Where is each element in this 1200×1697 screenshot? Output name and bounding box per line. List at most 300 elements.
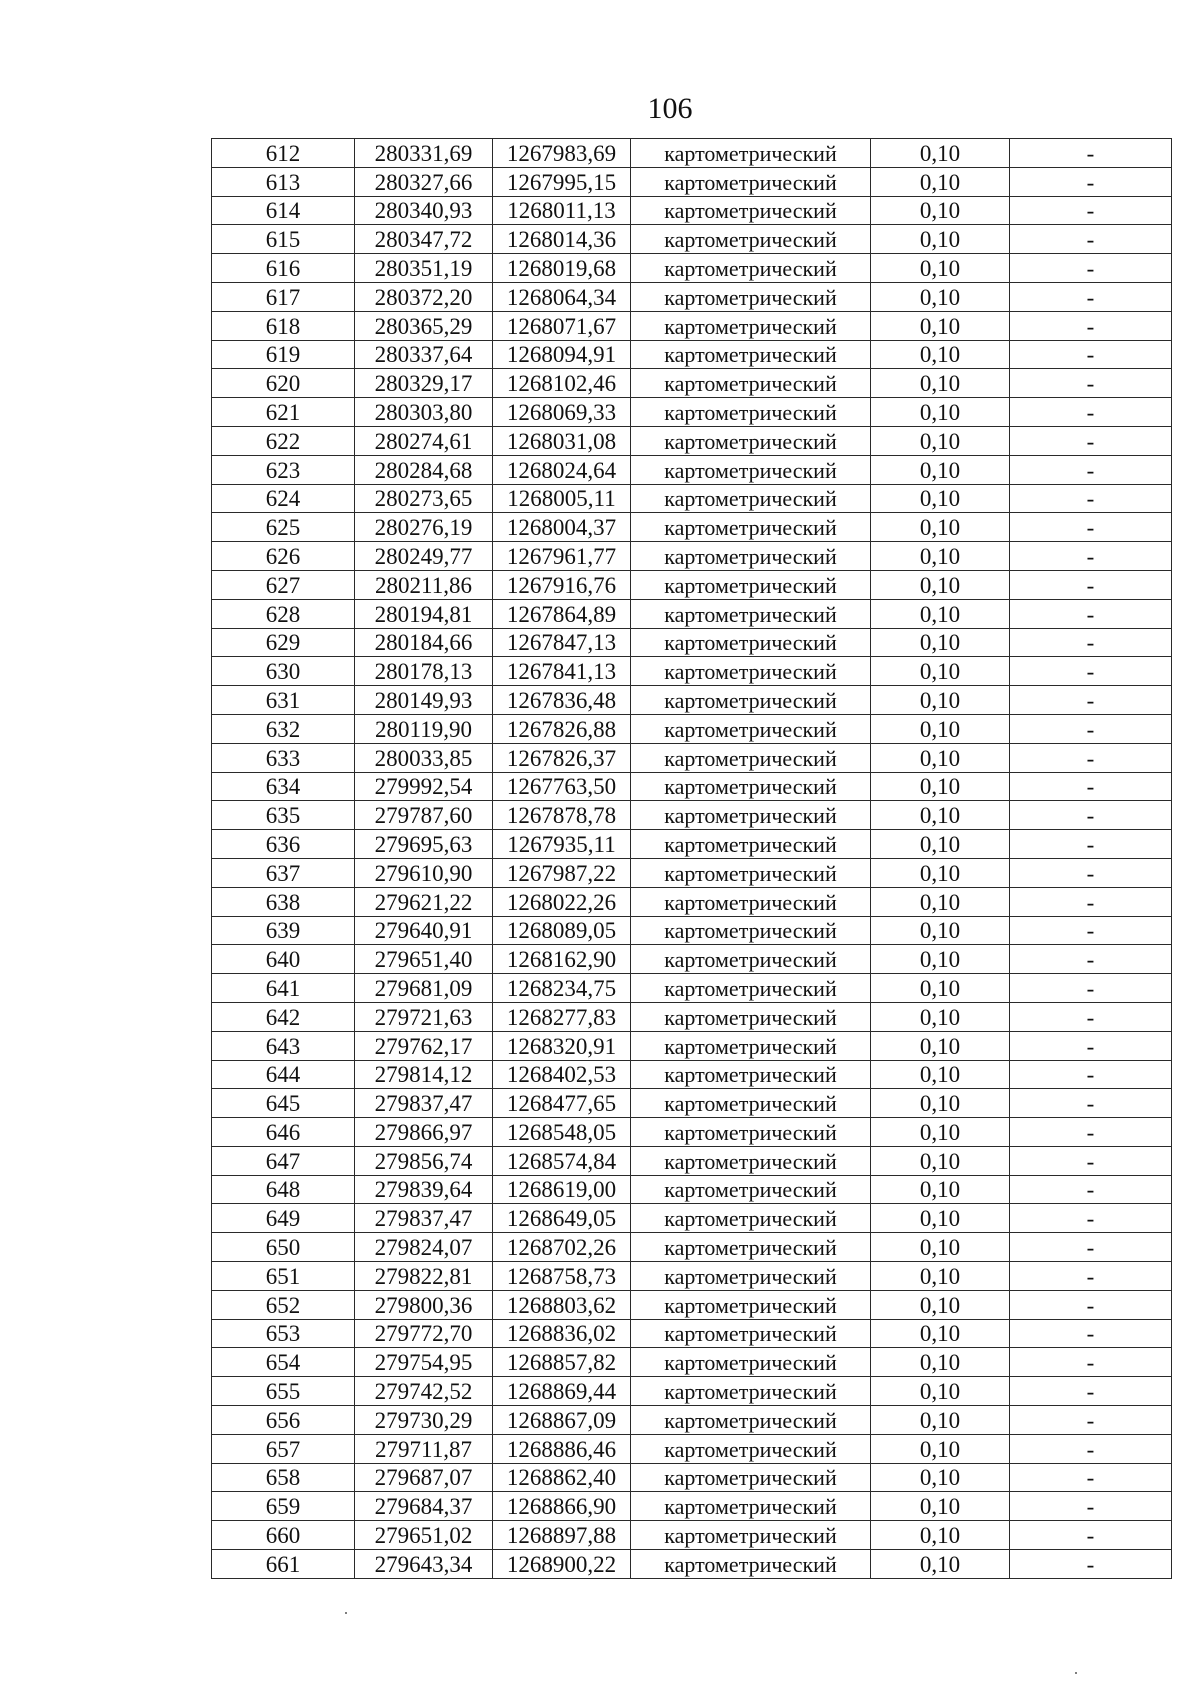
table-row (212, 455, 1172, 484)
cell-y-coordinate: 1267847,13 (493, 628, 631, 657)
cell-y-coordinate: 1268024,64 (493, 455, 631, 484)
cell-x-coordinate: 279695,63 (355, 830, 493, 859)
cell-accuracy: 0,10 (871, 1031, 1010, 1060)
table-row (212, 225, 1172, 254)
cell-x-coordinate: 279681,09 (355, 974, 493, 1003)
table-row (212, 196, 1172, 225)
cell-y-coordinate: 1268402,53 (493, 1060, 631, 1089)
table-row (212, 1002, 1172, 1031)
cell-point-number: 657 (212, 1434, 355, 1463)
cell-point-number: 636 (212, 830, 355, 859)
cell-method: картометрический (631, 1118, 871, 1147)
cell-accuracy: 0,10 (871, 858, 1010, 887)
cell-y-coordinate: 1268234,75 (493, 974, 631, 1003)
cell-point-number: 642 (212, 1002, 355, 1031)
cell-x-coordinate: 279687,07 (355, 1463, 493, 1492)
cell-x-coordinate: 280184,66 (355, 628, 493, 657)
table-row (212, 1175, 1172, 1204)
cell-y-coordinate: 1268574,84 (493, 1146, 631, 1175)
cell-method: картометрический (631, 1521, 871, 1550)
cell-method: картометрический (631, 1002, 871, 1031)
cell-method: картометрический (631, 801, 871, 830)
cell-accuracy: 0,10 (871, 484, 1010, 513)
table-row (212, 1521, 1172, 1550)
cell-x-coordinate: 279837,47 (355, 1089, 493, 1118)
cell-x-coordinate: 280194,81 (355, 599, 493, 628)
cell-note: - (1010, 1204, 1172, 1233)
cell-point-number: 623 (212, 455, 355, 484)
cell-method: картометрический (631, 1377, 871, 1406)
cell-y-coordinate: 1268277,83 (493, 1002, 631, 1031)
cell-point-number: 655 (212, 1377, 355, 1406)
cell-y-coordinate: 1267826,88 (493, 714, 631, 743)
cell-x-coordinate: 280276,19 (355, 513, 493, 542)
cell-method: картометрический (631, 1204, 871, 1233)
cell-y-coordinate: 1268477,65 (493, 1089, 631, 1118)
page-number: 106 (647, 92, 693, 125)
cell-note: - (1010, 714, 1172, 743)
cell-x-coordinate: 279787,60 (355, 801, 493, 830)
cell-accuracy: 0,10 (871, 254, 1010, 283)
table-row (212, 1492, 1172, 1521)
cell-y-coordinate: 1268071,67 (493, 311, 631, 340)
cell-method: картометрический (631, 743, 871, 772)
cell-note: - (1010, 398, 1172, 427)
cell-x-coordinate: 279684,37 (355, 1492, 493, 1521)
cell-accuracy: 0,10 (871, 1492, 1010, 1521)
cell-point-number: 656 (212, 1406, 355, 1435)
table-row (212, 916, 1172, 945)
cell-method: картометрический (631, 426, 871, 455)
cell-x-coordinate: 279711,87 (355, 1434, 493, 1463)
cell-point-number: 629 (212, 628, 355, 657)
cell-point-number: 619 (212, 340, 355, 369)
cell-x-coordinate: 279754,95 (355, 1348, 493, 1377)
cell-y-coordinate: 1268064,34 (493, 282, 631, 311)
cell-y-coordinate: 1268869,44 (493, 1377, 631, 1406)
cell-accuracy: 0,10 (871, 1406, 1010, 1435)
cell-note: - (1010, 369, 1172, 398)
cell-x-coordinate: 279651,40 (355, 945, 493, 974)
cell-accuracy: 0,10 (871, 398, 1010, 427)
cell-note: - (1010, 1406, 1172, 1435)
cell-y-coordinate: 1268162,90 (493, 945, 631, 974)
cell-point-number: 661 (212, 1550, 355, 1579)
cell-y-coordinate: 1267987,22 (493, 858, 631, 887)
cell-accuracy: 0,10 (871, 830, 1010, 859)
cell-method: картометрический (631, 570, 871, 599)
table-row (212, 1204, 1172, 1233)
table-row (212, 974, 1172, 1003)
cell-method: картометрический (631, 858, 871, 887)
cell-method: картометрический (631, 311, 871, 340)
cell-x-coordinate: 280149,93 (355, 686, 493, 715)
cell-accuracy: 0,10 (871, 225, 1010, 254)
cell-note: - (1010, 801, 1172, 830)
cell-y-coordinate: 1267878,78 (493, 801, 631, 830)
cell-method: картометрический (631, 1031, 871, 1060)
cell-method: картометрический (631, 1175, 871, 1204)
cell-method: картометрический (631, 167, 871, 196)
cell-point-number: 640 (212, 945, 355, 974)
table-row (212, 1118, 1172, 1147)
cell-point-number: 630 (212, 657, 355, 686)
cell-y-coordinate: 1267841,13 (493, 657, 631, 686)
table-row (212, 311, 1172, 340)
cell-point-number: 660 (212, 1521, 355, 1550)
cell-point-number: 633 (212, 743, 355, 772)
cell-x-coordinate: 280340,93 (355, 196, 493, 225)
cell-x-coordinate: 279651,02 (355, 1521, 493, 1550)
cell-x-coordinate: 280365,29 (355, 311, 493, 340)
cell-y-coordinate: 1267983,69 (493, 139, 631, 168)
cell-x-coordinate: 280331,69 (355, 139, 493, 168)
cell-y-coordinate: 1268102,46 (493, 369, 631, 398)
cell-x-coordinate: 280249,77 (355, 542, 493, 571)
cell-method: картометрический (631, 714, 871, 743)
table-row (212, 254, 1172, 283)
cell-y-coordinate: 1268702,26 (493, 1233, 631, 1262)
table-row (212, 1406, 1172, 1435)
cell-y-coordinate: 1268866,90 (493, 1492, 631, 1521)
cell-note: - (1010, 743, 1172, 772)
cell-method: картометрический (631, 945, 871, 974)
cell-note: - (1010, 570, 1172, 599)
cell-method: картометрический (631, 1262, 871, 1291)
cell-note: - (1010, 830, 1172, 859)
table-row (212, 484, 1172, 513)
table-row (212, 858, 1172, 887)
cell-y-coordinate: 1267826,37 (493, 743, 631, 772)
cell-point-number: 654 (212, 1348, 355, 1377)
cell-point-number: 631 (212, 686, 355, 715)
cell-x-coordinate: 279762,17 (355, 1031, 493, 1060)
cell-y-coordinate: 1268004,37 (493, 513, 631, 542)
cell-note: - (1010, 1031, 1172, 1060)
cell-y-coordinate: 1267995,15 (493, 167, 631, 196)
cell-method: картометрический (631, 1434, 871, 1463)
scan-speck (1075, 1672, 1077, 1674)
cell-point-number: 652 (212, 1290, 355, 1319)
cell-note: - (1010, 772, 1172, 801)
table-row (212, 1377, 1172, 1406)
cell-note: - (1010, 167, 1172, 196)
table-row (212, 542, 1172, 571)
cell-method: картометрический (631, 628, 871, 657)
cell-y-coordinate: 1268900,22 (493, 1550, 631, 1579)
cell-accuracy: 0,10 (871, 1060, 1010, 1089)
cell-accuracy: 0,10 (871, 1319, 1010, 1348)
cell-x-coordinate: 279742,52 (355, 1377, 493, 1406)
table-row (212, 1031, 1172, 1060)
cell-y-coordinate: 1268548,05 (493, 1118, 631, 1147)
cell-accuracy: 0,10 (871, 1118, 1010, 1147)
cell-note: - (1010, 1262, 1172, 1291)
cell-note: - (1010, 1319, 1172, 1348)
cell-x-coordinate: 280303,80 (355, 398, 493, 427)
table-row (212, 1550, 1172, 1579)
cell-x-coordinate: 279992,54 (355, 772, 493, 801)
table-row (212, 570, 1172, 599)
cell-method: картометрический (631, 1550, 871, 1579)
table-row (212, 139, 1172, 168)
cell-accuracy: 0,10 (871, 513, 1010, 542)
cell-method: картометрический (631, 225, 871, 254)
table-row (212, 686, 1172, 715)
cell-method: картометрический (631, 1406, 871, 1435)
cell-x-coordinate: 280273,65 (355, 484, 493, 513)
cell-note: - (1010, 254, 1172, 283)
cell-note: - (1010, 628, 1172, 657)
cell-x-coordinate: 280033,85 (355, 743, 493, 772)
cell-note: - (1010, 599, 1172, 628)
cell-accuracy: 0,10 (871, 1290, 1010, 1319)
cell-note: - (1010, 426, 1172, 455)
cell-note: - (1010, 484, 1172, 513)
cell-y-coordinate: 1268094,91 (493, 340, 631, 369)
cell-x-coordinate: 280274,61 (355, 426, 493, 455)
table-row (212, 1348, 1172, 1377)
cell-point-number: 621 (212, 398, 355, 427)
cell-method: картометрический (631, 196, 871, 225)
coordinates-table (211, 138, 1172, 1579)
cell-y-coordinate: 1268022,26 (493, 887, 631, 916)
table-row (212, 1060, 1172, 1089)
cell-y-coordinate: 1268758,73 (493, 1262, 631, 1291)
cell-y-coordinate: 1267961,77 (493, 542, 631, 571)
cell-y-coordinate: 1268031,08 (493, 426, 631, 455)
cell-point-number: 650 (212, 1233, 355, 1262)
cell-accuracy: 0,10 (871, 311, 1010, 340)
table-row (212, 1262, 1172, 1291)
cell-y-coordinate: 1268649,05 (493, 1204, 631, 1233)
cell-accuracy: 0,10 (871, 196, 1010, 225)
cell-x-coordinate: 279839,64 (355, 1175, 493, 1204)
cell-method: картометрический (631, 484, 871, 513)
cell-point-number: 624 (212, 484, 355, 513)
table-row (212, 830, 1172, 859)
table-row (212, 1319, 1172, 1348)
cell-accuracy: 0,10 (871, 570, 1010, 599)
cell-point-number: 637 (212, 858, 355, 887)
cell-accuracy: 0,10 (871, 916, 1010, 945)
cell-method: картометрический (631, 1348, 871, 1377)
cell-point-number: 653 (212, 1319, 355, 1348)
cell-accuracy: 0,10 (871, 599, 1010, 628)
cell-note: - (1010, 1146, 1172, 1175)
cell-y-coordinate: 1267763,50 (493, 772, 631, 801)
cell-accuracy: 0,10 (871, 282, 1010, 311)
cell-x-coordinate: 279730,29 (355, 1406, 493, 1435)
cell-note: - (1010, 196, 1172, 225)
cell-method: картометрический (631, 1492, 871, 1521)
cell-point-number: 648 (212, 1175, 355, 1204)
cell-accuracy: 0,10 (871, 1434, 1010, 1463)
cell-method: картометрический (631, 282, 871, 311)
cell-method: картометрический (631, 254, 871, 283)
cell-point-number: 627 (212, 570, 355, 599)
cell-point-number: 634 (212, 772, 355, 801)
cell-accuracy: 0,10 (871, 1089, 1010, 1118)
cell-accuracy: 0,10 (871, 657, 1010, 686)
cell-method: картометрический (631, 1146, 871, 1175)
cell-point-number: 647 (212, 1146, 355, 1175)
cell-method: картометрический (631, 772, 871, 801)
table-row (212, 801, 1172, 830)
cell-accuracy: 0,10 (871, 426, 1010, 455)
cell-note: - (1010, 455, 1172, 484)
table-row (212, 513, 1172, 542)
cell-point-number: 626 (212, 542, 355, 571)
cell-point-number: 659 (212, 1492, 355, 1521)
cell-x-coordinate: 280327,66 (355, 167, 493, 196)
cell-point-number: 615 (212, 225, 355, 254)
table-row (212, 628, 1172, 657)
table-row (212, 1089, 1172, 1118)
cell-point-number: 628 (212, 599, 355, 628)
cell-note: - (1010, 1463, 1172, 1492)
cell-x-coordinate: 279800,36 (355, 1290, 493, 1319)
cell-accuracy: 0,10 (871, 139, 1010, 168)
cell-y-coordinate: 1268014,36 (493, 225, 631, 254)
table-row (212, 599, 1172, 628)
table-row (212, 714, 1172, 743)
cell-note: - (1010, 139, 1172, 168)
cell-point-number: 622 (212, 426, 355, 455)
cell-method: картометрический (631, 139, 871, 168)
cell-method: картометрический (631, 686, 871, 715)
cell-x-coordinate: 280372,20 (355, 282, 493, 311)
table-row (212, 1463, 1172, 1492)
cell-method: картометрический (631, 369, 871, 398)
cell-accuracy: 0,10 (871, 801, 1010, 830)
cell-x-coordinate: 279772,70 (355, 1319, 493, 1348)
coordinates-table-body (212, 139, 1172, 1579)
cell-x-coordinate: 280347,72 (355, 225, 493, 254)
cell-note: - (1010, 858, 1172, 887)
cell-accuracy: 0,10 (871, 1233, 1010, 1262)
table-row (212, 887, 1172, 916)
cell-method: картометрический (631, 1089, 871, 1118)
cell-y-coordinate: 1268011,13 (493, 196, 631, 225)
cell-point-number: 614 (212, 196, 355, 225)
cell-accuracy: 0,10 (871, 743, 1010, 772)
cell-x-coordinate: 280284,68 (355, 455, 493, 484)
cell-y-coordinate: 1268089,05 (493, 916, 631, 945)
table-row (212, 1146, 1172, 1175)
cell-y-coordinate: 1268862,40 (493, 1463, 631, 1492)
cell-point-number: 651 (212, 1262, 355, 1291)
table-row (212, 282, 1172, 311)
cell-note: - (1010, 1290, 1172, 1319)
cell-note: - (1010, 513, 1172, 542)
cell-method: картометрический (631, 1233, 871, 1262)
cell-y-coordinate: 1268836,02 (493, 1319, 631, 1348)
cell-y-coordinate: 1268857,82 (493, 1348, 631, 1377)
cell-accuracy: 0,10 (871, 1550, 1010, 1579)
cell-method: картометрический (631, 455, 871, 484)
cell-method: картометрический (631, 657, 871, 686)
cell-x-coordinate: 280211,86 (355, 570, 493, 599)
cell-y-coordinate: 1268069,33 (493, 398, 631, 427)
cell-accuracy: 0,10 (871, 887, 1010, 916)
cell-method: картометрический (631, 340, 871, 369)
cell-x-coordinate: 279721,63 (355, 1002, 493, 1031)
cell-point-number: 645 (212, 1089, 355, 1118)
table-row (212, 1233, 1172, 1262)
cell-note: - (1010, 1002, 1172, 1031)
cell-accuracy: 0,10 (871, 974, 1010, 1003)
cell-x-coordinate: 279837,47 (355, 1204, 493, 1233)
cell-y-coordinate: 1268867,09 (493, 1406, 631, 1435)
cell-x-coordinate: 279822,81 (355, 1262, 493, 1291)
cell-point-number: 635 (212, 801, 355, 830)
scan-speck (345, 1612, 347, 1614)
cell-method: картометрический (631, 830, 871, 859)
cell-x-coordinate: 280178,13 (355, 657, 493, 686)
cell-point-number: 644 (212, 1060, 355, 1089)
cell-accuracy: 0,10 (871, 1002, 1010, 1031)
cell-y-coordinate: 1267864,89 (493, 599, 631, 628)
cell-point-number: 620 (212, 369, 355, 398)
cell-note: - (1010, 282, 1172, 311)
cell-point-number: 613 (212, 167, 355, 196)
cell-method: картометрический (631, 599, 871, 628)
cell-note: - (1010, 1492, 1172, 1521)
cell-note: - (1010, 1521, 1172, 1550)
table-row (212, 772, 1172, 801)
cell-accuracy: 0,10 (871, 340, 1010, 369)
cell-point-number: 617 (212, 282, 355, 311)
table-row (212, 1290, 1172, 1319)
cell-note: - (1010, 1233, 1172, 1262)
cell-x-coordinate: 279610,90 (355, 858, 493, 887)
cell-accuracy: 0,10 (871, 1377, 1010, 1406)
cell-point-number: 646 (212, 1118, 355, 1147)
cell-point-number: 643 (212, 1031, 355, 1060)
cell-method: картометрический (631, 1060, 871, 1089)
table-row (212, 657, 1172, 686)
cell-accuracy: 0,10 (871, 1348, 1010, 1377)
cell-note: - (1010, 657, 1172, 686)
cell-y-coordinate: 1268005,11 (493, 484, 631, 513)
cell-method: картометрический (631, 916, 871, 945)
table-row (212, 1434, 1172, 1463)
table-row (212, 426, 1172, 455)
cell-accuracy: 0,10 (871, 369, 1010, 398)
table-row (212, 340, 1172, 369)
cell-x-coordinate: 280337,64 (355, 340, 493, 369)
cell-accuracy: 0,10 (871, 714, 1010, 743)
cell-accuracy: 0,10 (871, 1521, 1010, 1550)
cell-y-coordinate: 1268019,68 (493, 254, 631, 283)
cell-accuracy: 0,10 (871, 945, 1010, 974)
cell-method: картометрический (631, 398, 871, 427)
cell-note: - (1010, 340, 1172, 369)
cell-accuracy: 0,10 (871, 686, 1010, 715)
table-row (212, 945, 1172, 974)
table-row (212, 743, 1172, 772)
cell-method: картометрический (631, 887, 871, 916)
cell-note: - (1010, 887, 1172, 916)
cell-accuracy: 0,10 (871, 628, 1010, 657)
cell-x-coordinate: 280119,90 (355, 714, 493, 743)
cell-accuracy: 0,10 (871, 455, 1010, 484)
cell-accuracy: 0,10 (871, 772, 1010, 801)
cell-y-coordinate: 1268897,88 (493, 1521, 631, 1550)
cell-method: картометрический (631, 542, 871, 571)
cell-point-number: 632 (212, 714, 355, 743)
